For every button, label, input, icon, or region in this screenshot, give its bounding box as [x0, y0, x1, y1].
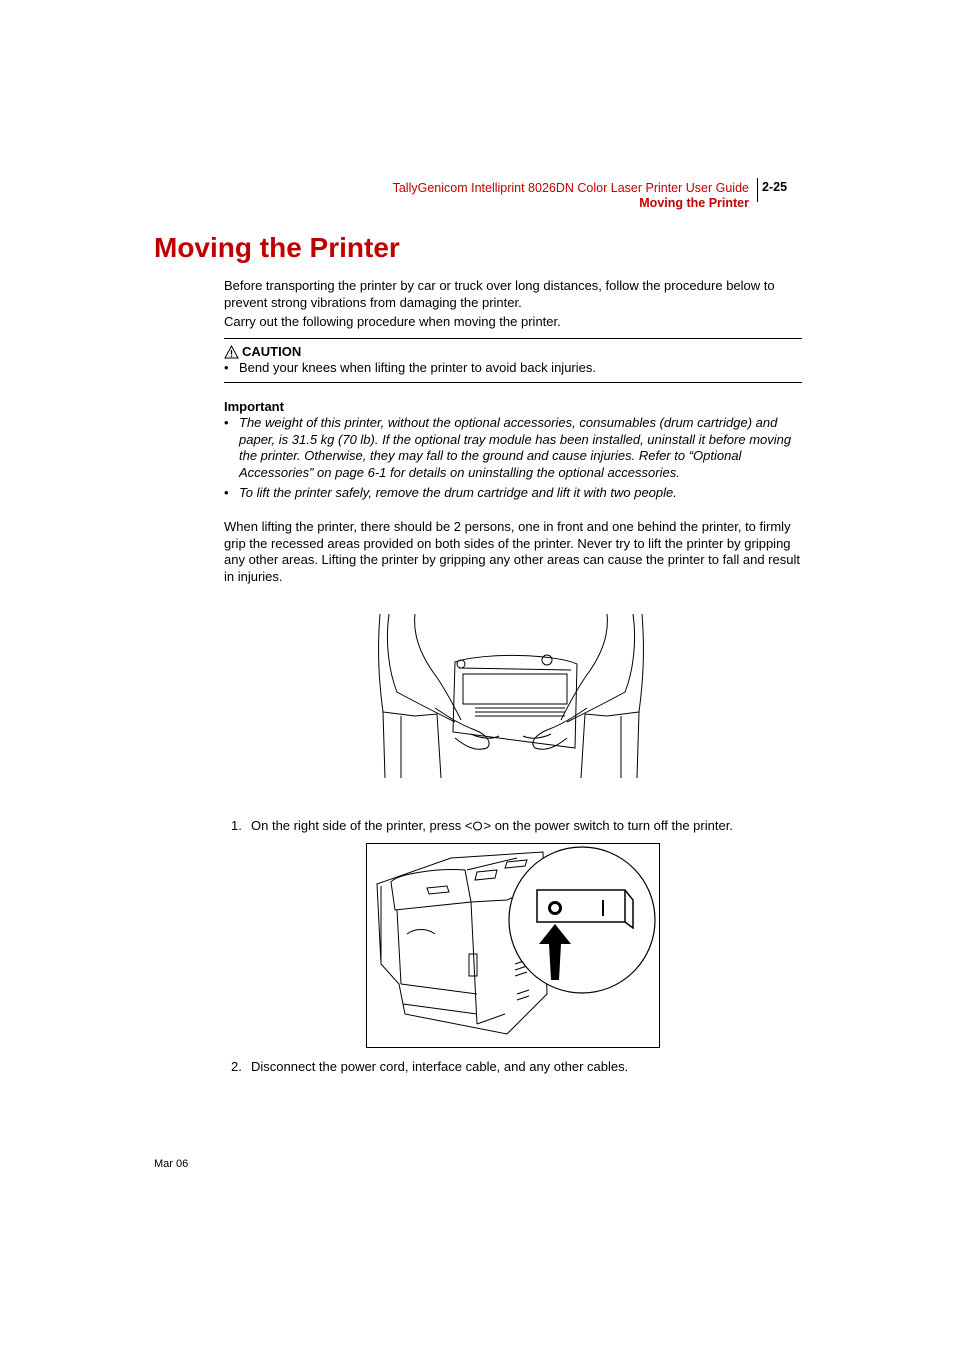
- caution-heading: [224, 344, 301, 359]
- caution-top-rule: [224, 338, 802, 339]
- bullet-mark: •: [224, 360, 229, 375]
- power-off-circle-icon: [472, 821, 483, 831]
- power-switch-illustration: [366, 843, 660, 1048]
- header-divider: [757, 178, 758, 202]
- bullet-mark: •: [224, 415, 229, 430]
- important-bullet-2: [224, 485, 802, 502]
- important-bullet-1: [224, 415, 802, 481]
- footer-date: Mar 06: [154, 1158, 189, 1170]
- important-text-2: To lift the printer safely, remove the drum cartridge and lift it with two people.: [239, 485, 677, 500]
- step-1: [231, 818, 733, 833]
- running-header-title: TallyGenicom Intelliprint 8026DN Color Laser Printer User Guide: [392, 181, 749, 195]
- step-2-text: Disconnect the power cord, interface cable, and any other cables.: [251, 1059, 629, 1074]
- step-1-text-after: > on the power switch to turn off the printer.: [483, 818, 733, 833]
- page-title: Moving the Printer: [154, 232, 400, 263]
- important-heading: Important: [224, 399, 284, 414]
- intro-paragraph-1: Before transporting the printer by car or truck over long distances, follow the procedure below to prevent strong vibrations from damaging the printer.: [224, 278, 775, 310]
- step-1-number: 1.: [231, 818, 242, 833]
- bullet-mark: •: [224, 485, 229, 500]
- caution-bullet: [224, 360, 802, 377]
- caution-label: CAUTION: [242, 344, 302, 359]
- step-2: [231, 1059, 628, 1074]
- lifting-paragraph: When lifting the printer, there should be 2 persons, one in front and one behind the printer, to firmly grip the recessed areas provided on both sides of the printer. Never try to lift the printer by gripping any other areas. Lifting the printer by gripping any other areas can cause the printer to fall and result in injuries.: [224, 519, 800, 584]
- intro-paragraph-2: Carry out the following procedure when moving the printer.: [224, 314, 561, 329]
- step-1-text-before: On the right side of the printer, press <: [251, 818, 473, 833]
- lifting-printer-illustration: [375, 612, 647, 778]
- caution-bottom-rule: [224, 382, 802, 383]
- step-2-number: 2.: [231, 1059, 242, 1074]
- page-number: 2-25: [762, 180, 788, 194]
- caution-text: Bend your knees when lifting the printer to avoid back injuries.: [239, 360, 596, 375]
- warning-triangle-icon: [224, 345, 239, 359]
- important-text-1: The weight of this printer, without the optional accessories, consumables (drum cartridge) and paper, is 31.5 kg (70 lb). If the optional tray module has been installed, uninstall it before moving the printer. Otherwise, they may fall to the ground and cause injuries. Refer to “Optional Accessories” on page 6-1 for details on uninstalling the optional accessories.: [239, 415, 792, 480]
- running-header-section: Moving the Printer: [639, 196, 749, 210]
